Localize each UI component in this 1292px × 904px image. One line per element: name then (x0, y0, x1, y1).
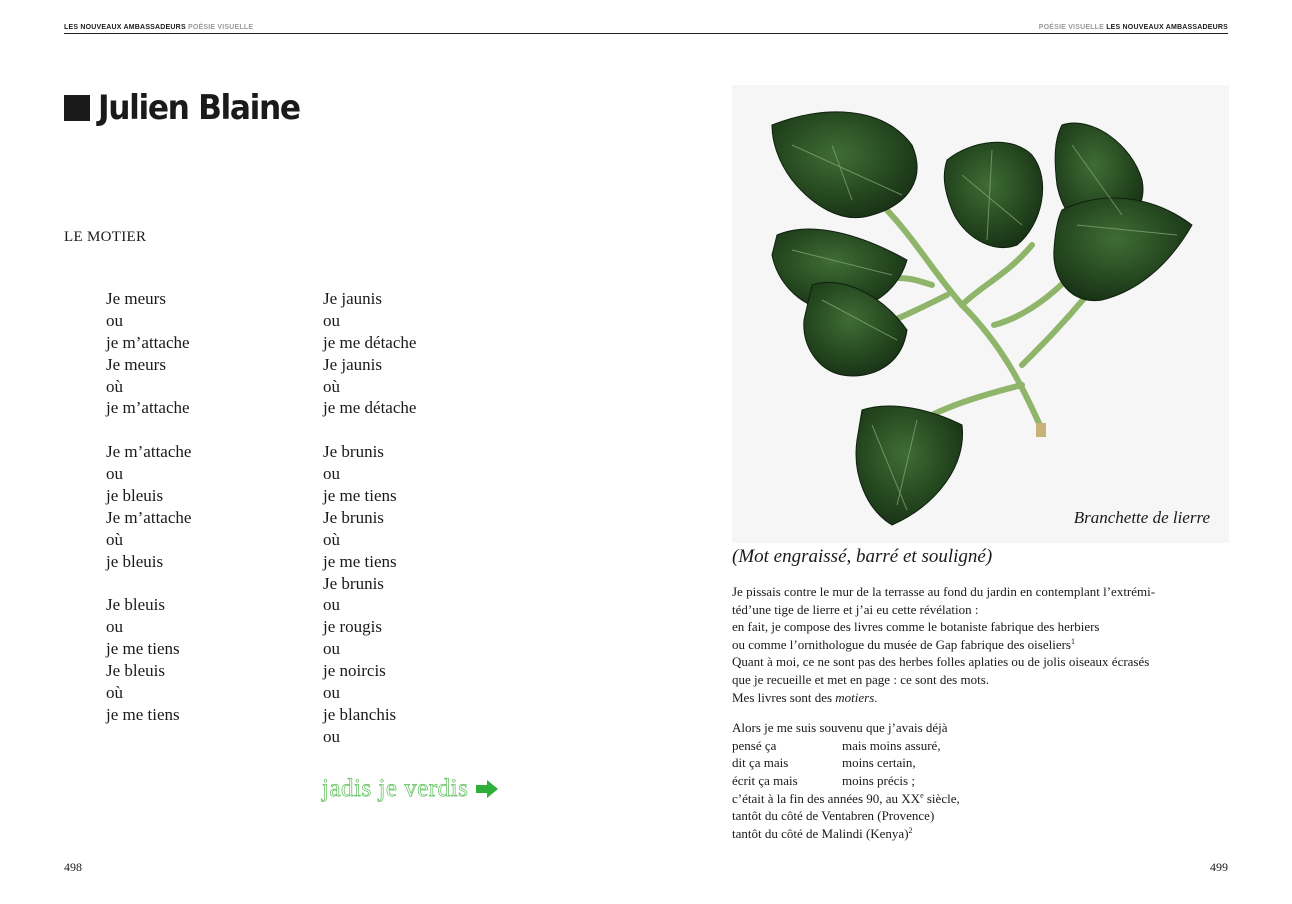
footnote-ref-1: 1 (1071, 636, 1075, 646)
poem-line: Je brunis (323, 507, 384, 527)
p2-row-3-left: écrit ça mais (732, 772, 798, 788)
poem-line: je me tiens (323, 486, 397, 506)
poem-line: Je bleuis (106, 661, 166, 681)
subtitle: (Mot engraissé, barré et souligné) (732, 546, 993, 567)
col1-stanza (106, 441, 191, 572)
poem-line: Je bleuis (106, 595, 166, 615)
col2-stanza (323, 441, 416, 747)
header-right-main: LES NOUVEAUX AMBASSADEURS (1106, 24, 1228, 31)
poem-line: ou (323, 683, 340, 703)
poem-line: Je meurs (106, 289, 166, 308)
photo-caption: Branchette de lierre (1073, 508, 1210, 527)
col2-stanza (323, 288, 416, 419)
p1-line-5: Quant à moi, ce ne sont pas des herbes folles aplaties ou de jolis oiseaux écrasés (732, 654, 1150, 670)
p2-row-1-left: pensé ça (732, 737, 777, 753)
running-header-left (64, 24, 253, 31)
col1-stanza (106, 594, 191, 725)
poem-line: ou (323, 595, 340, 615)
header-right-sub: POÉSIE VISUELLE (1038, 24, 1105, 31)
poem-line: où (323, 376, 340, 396)
jadis-line (322, 775, 498, 803)
p1-line-7 (732, 689, 1232, 707)
poem-line: Je jaunis (323, 289, 383, 308)
poem-line: je m’attache (106, 332, 190, 352)
ivy-photo (732, 85, 1229, 543)
poem-line: ou (323, 726, 340, 746)
poem-line: je me tiens (106, 639, 180, 659)
header-rule-left (64, 33, 646, 34)
p1-line-6: que je recueille et met en page : ce sont des mots. (732, 671, 990, 687)
p2-row-2-left: dit ça mais (732, 755, 789, 771)
malindi-text: tantôt du côté de Malindi (Kenya) (732, 825, 909, 841)
p1-period: . (874, 689, 878, 705)
header-rule-right (646, 33, 1228, 34)
poem-line: Je jaunis (323, 354, 383, 374)
title-square-icon (64, 95, 90, 121)
col1-stanza (106, 288, 191, 419)
poem-line: où (106, 529, 123, 549)
century-text-b: siècle, (923, 790, 960, 806)
footnote-ref-2: 2 (908, 825, 913, 835)
p2-line-ventabren: tantôt du côté de Ventabren (Provence) (732, 808, 935, 824)
p2-row-3 (732, 772, 1232, 790)
body-text (732, 583, 1232, 842)
p1-line-4-text: ou comme l’ornithologue du musée de Gap fabrique des oiseliers (732, 636, 1071, 652)
title-text: Julien Blaine (98, 88, 300, 128)
poem-line: Je m’attache (106, 442, 192, 462)
poem-line: ou (323, 464, 340, 484)
p1-line-1: Je pissais contre le mur de la terrasse au fond du jardin en contemplant l’extrémi- (732, 584, 1156, 599)
poem-line: je me détache (323, 332, 417, 352)
motiers-word: motiers (835, 689, 875, 705)
poem-line: Je brunis (323, 442, 384, 462)
jadis-text: jadis je verdis (322, 775, 469, 802)
p2-row-1-right: mais moins assuré, (842, 737, 941, 753)
p2-line-century (732, 790, 1232, 808)
running-header-right (1039, 24, 1228, 31)
page-number-right: 499 (1210, 860, 1228, 874)
poem-line: où (106, 683, 123, 703)
poem-line: je me tiens (106, 704, 180, 724)
poem-line: je bleuis (106, 486, 164, 506)
p2-line-malindi (732, 825, 1232, 843)
paragraph-gap (732, 706, 1232, 719)
poem-line: ou (106, 464, 123, 484)
poem-column-1 (106, 288, 191, 748)
header-left-sub: POÉSIE VISUELLE (187, 24, 254, 31)
p1-line-2: téd’une tige de lierre et j’ai eu cette révélation : (732, 601, 979, 617)
century-text-a: c’était à la fin des années 90, au XX (732, 790, 921, 806)
p1-line-7-text: Mes livres sont des (732, 689, 833, 705)
poem-line: où (106, 376, 123, 396)
p2-row-2-right: moins certain, (842, 755, 916, 771)
p2-row-3-right: moins précis ; (842, 772, 915, 788)
poem-line: je rougis (323, 617, 383, 637)
page-number-left: 498 (64, 860, 82, 874)
poem-line: Je m’attache (106, 507, 192, 527)
poem-line: ou (323, 639, 340, 659)
p1-line-3: en fait, je compose des livres comme le botaniste fabrique des herbiers (732, 619, 1100, 635)
header-left-main: LES NOUVEAUX AMBASSADEURS (64, 24, 186, 31)
poem-line: ou (106, 617, 123, 637)
poem-line: je me tiens (323, 551, 397, 571)
p1-line-4 (732, 636, 1232, 654)
poem-line: je m’attache (106, 398, 190, 418)
ivy-branch-image (732, 85, 1229, 543)
poem-column-2 (323, 288, 416, 770)
p2-line-1: Alors je me suis souvenu que j’avais déjà (732, 720, 948, 736)
poem-line: je blanchis (323, 704, 397, 724)
poem-line: ou (106, 310, 123, 330)
poem-title: LE MOTIER (64, 229, 147, 245)
poem-line: je me détache (323, 398, 417, 418)
p2-row-2 (732, 754, 1232, 772)
poem-line: je bleuis (106, 551, 164, 571)
poem-line: Je meurs (106, 354, 166, 374)
poem-line: je noircis (323, 661, 386, 681)
p2-row-1 (732, 737, 1232, 755)
poem-line: Je brunis (323, 573, 384, 593)
century-sup: e (920, 790, 924, 800)
right-arrow-icon (476, 780, 498, 798)
page-title (64, 88, 317, 128)
poem-line: où (323, 529, 340, 549)
poem-line: ou (323, 310, 340, 330)
